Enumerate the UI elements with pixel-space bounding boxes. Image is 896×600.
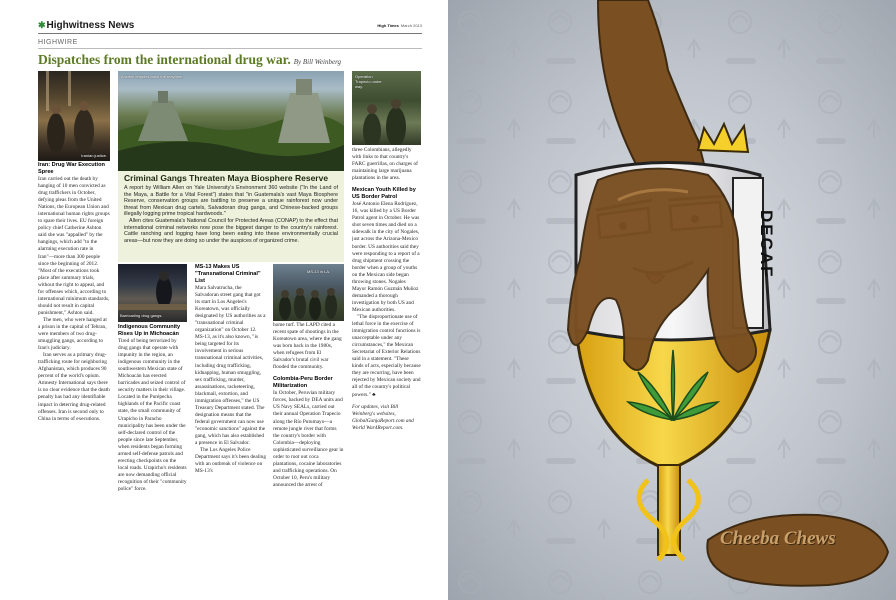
temple-photo-caption: Ancient temples amid the mayhem. (121, 74, 184, 79)
chocolate-puddle (707, 515, 888, 586)
body-paragraph: Tired of being terrorized by drug gangs that operate with impunity in the region, an indigenous community in the southwestern Mexican state of Michoacán has erected barricades and seized control of security matters in their village. Located in the Purépecha highlands of the Pacific coast state, the small community of Urapicho in Paracho municipality has been under the self-declared control of the people since late September, when residents began forming armed self-defense patrols and erecting checkpoints on the local roads. Urapicho's residents are now demanding official recognition of their "community police" force. (118, 338, 187, 492)
issue-info (377, 23, 422, 28)
barricade-photo-caption: Barricading drug gangs. (120, 313, 163, 318)
issue-date: March 2013 (400, 23, 422, 28)
sidebar-title: Criminal Gangs Threaten Maya Biosphere Reserve (124, 173, 329, 183)
iran-heading: Iran: Drug War Execution Spree (38, 162, 105, 175)
border-patrol-heading: Mexican Youth Killed by US Border Patrol (352, 187, 416, 201)
sidebar-paragraph: Allen cites Guatemala's National Council for Protected Areas (CONAP) to the effect that international criminal networks now pose the biggest danger to the country's rainforest. Cattle ranching and logging have long been eating into these environmentally crucial areas—but now they are doing so under the auspices of organized crime. (124, 217, 338, 244)
updates-footer: For updates, visit Bill Weinberg's websites, GlobalGanjaReport.com and World War4Report.com. (352, 403, 414, 431)
ms13-photo-caption: MS-13 in LA. (307, 269, 331, 274)
column-michoacan (118, 324, 187, 572)
body-paragraph: home turf. The LAPD cited a recent spate of shootings in the Koreatown area, where the gang was born back in the 1980s, when refugees from El Salvador's brutal civil war flooded the community. (273, 322, 342, 371)
body-paragraph: Mara Salvatrucha, the Salvadoran street gang that got its start in Los Angeles's Koreatown, was officially designated by US authorities as a "transnational criminal organization" on October 12. MS-13, as it's also known, "is being targeted for its involvement in serious transnational criminal activities, including drug trafficking, kidnapping, human smuggling, sex trafficking, murder, assassinations, racketeering, blackmail, extortion, and immigration offenses," the US Treasury Department stated. The designation means that the federal government can now use "economic sanctions" against the gang, which has also established a presence in El Salvador. (195, 285, 266, 447)
iran-photo-figures (38, 71, 110, 161)
ms13-photo (273, 264, 344, 321)
body-paragraph: Iran serves as a primary drug-trafficking route for neighboring Afghanistan, which produces 90 percent of the world's opium. Amnesty International says there is no clear evidence that the death penalty has had any identifiable impact in deterring drug-related offenses. Iran is second only to China in terms of executions. (38, 352, 110, 422)
maya-biosphere-sidebar (118, 171, 344, 262)
body-paragraph: Iran carried out the death by hanging of 10 men convicted as drug traffickers in October, defying pleas from the United Nations, the European Union and international human rights groups to spare their lives. EU foreign policy chief Catherine Ashton said she was "appalled" by the hangings, which add "to the alarming execution rate in Iran"—more than 300 people since the beginning of 2012. "Most of the executions took place after summary trials, without the right to appeal, and for offenses which, according to international minimum standards, should not result in capital punishment," Ashton said. (38, 176, 110, 316)
body-paragraph: The men, who were hanged at a prison in the capital of Tehran, were members of two drug-smuggling gangs, according to Iran's judiciary. (38, 316, 107, 352)
column-iran (38, 162, 110, 572)
artist-signature: Cheeba Chews (720, 528, 836, 549)
iran-hanging-photo (38, 71, 110, 161)
michoacan-heading: Indigenous Community Rises Up in Michoacán (118, 324, 181, 337)
column-border-patrol (352, 147, 421, 572)
section-divider (38, 48, 422, 49)
temple-scene (118, 71, 344, 171)
body-paragraph: In October, Peruvian military forces, backed by DEA units and US Navy SEALs, carried out their annual Operation Trapecio along the Río Putumayo—a remote jungle river that forms the country's border with Colombia—deploying sophisticated surveillance gear in order to root out coca plantations, cocaine laboratories and trafficking operations. On October 10, Peru's military announced the arrest of (273, 390, 344, 488)
article-title-text: Dispatches from the international drug war. (38, 52, 291, 67)
can-label: DECAF (757, 210, 776, 279)
body-paragraph: The Los Angeles Police Department says it's been dealing with an outbreak of violence on MS-13's (195, 447, 266, 475)
ms13-heading: MS-13 Makes US "Transnational Criminal" List (195, 264, 261, 284)
column-colombia-peru (273, 322, 344, 572)
article-title (38, 52, 422, 70)
body-paragraph: three Colombians, allegedly with links to that country's FARC guerrillas, on charges of maintaining large marijuana plantations in the area. (352, 147, 418, 182)
illustration-canvas (448, 0, 896, 600)
barricade-photo (118, 264, 187, 322)
iran-photo-caption: Iranian justice. (81, 153, 107, 158)
section-label: HIGHWIRE (38, 39, 78, 46)
column-ms13 (195, 264, 266, 572)
sidebar-paragraph: A report by William Allen on Yale University's Environment 360 website ("In the Land of the Maya, a Battle for a Vital Forest") states that "in Guatemala's vast Maya Biosphere Reserve, conservation groups are battling to preserve a unique rainforest now under threat from Mexican drug cartels, Salvadoran drug gangs, and Chinese-backed groups illegally logging prime tropical hardwoods." (124, 185, 338, 218)
issue-label: High Times (377, 23, 399, 28)
logo-text: Highwitness News (46, 20, 135, 31)
cheeba-chews-illustration (448, 0, 896, 600)
page-header (38, 20, 422, 34)
article-byline: By Bill Weinberg (293, 58, 342, 66)
body-paragraph: José Antonio Elena Rodríguez, 16, was killed by a US Border Patrol agent in October. He was shot seven times and died on a sidewalk in the city of Nogales, just across the Arizona-Mexico border. US authorities said they were responding to a report of a drug shipment crossing the border when a group of youths on the Mexican side began throwing stones. Nogales Mayor Ramón Guzmán Muñoz demanded a thorough investigation by both US and Mexican authorities. (352, 201, 420, 313)
leaf-logo-icon: ✱ (38, 20, 46, 30)
colombia-peru-heading: Colombia-Peru Border Militarization (273, 376, 333, 390)
body-paragraph: "The disproportionate use of lethal force in the exercise of immigration control functions is unacceptable under any circumstances," the Mexican Secretariat of Exterior Relations said in a statement. "These kinds of acts, especially because they are recurring, have been rejected by Mexican society and all of the country's political powers." (352, 313, 421, 398)
troops-photo-caption: Operation Trapecio under way. (355, 74, 382, 89)
publication-logo (38, 20, 134, 31)
maya-temple-photo (118, 71, 344, 171)
end-mark-icon: ♣ (372, 391, 376, 398)
operation-trapecio-photo (352, 71, 421, 145)
